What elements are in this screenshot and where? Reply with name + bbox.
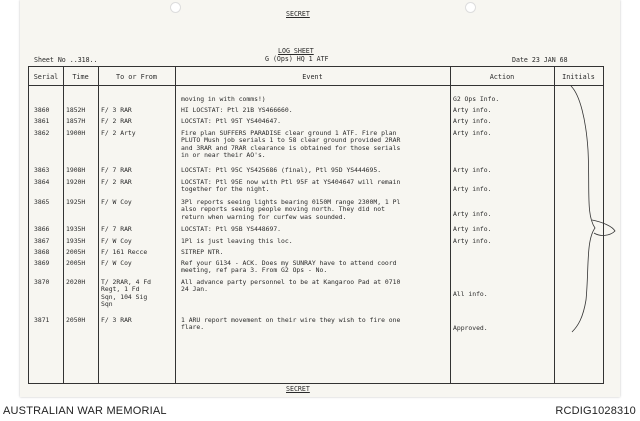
to-from-cell: F/ 2 Arty: [101, 129, 136, 137]
col-header-initials: Initials: [562, 73, 595, 81]
event-cell: Fire plan SUFFERS PARADISE clear ground 1 ATF. Fire plan PLUTO Mush job serials 1 to 58 clear ground provided 2RAR and 3RAR and 7RAR clearance is obtained for those serials in or near their AO's.: [181, 129, 401, 159]
time-cell: 1900H: [66, 129, 86, 137]
to-from-cell: F/ W Coy: [101, 259, 132, 267]
serial-cell: 3870: [34, 278, 50, 286]
to-from-cell: F/ 2 RAR: [101, 178, 132, 186]
event-cell: SITREP NTR.: [181, 248, 224, 256]
action-cell: Arty info.: [453, 117, 492, 125]
action-cell: Arty info.: [453, 185, 492, 193]
event-cell: LOCSTAT: Ptl 95C YS425686 (final), Ptl 95D YS444695.: [181, 166, 382, 174]
action-cell: All info.: [453, 290, 488, 298]
time-cell: 1908H: [66, 166, 86, 174]
col-header-to-from: To or From: [116, 73, 157, 81]
date-field: Date 23 JAN 68: [512, 56, 568, 64]
action-cell: Arty info.: [453, 210, 492, 218]
action-cell: Arty info.: [453, 129, 492, 137]
time-cell: 1857H: [66, 117, 86, 125]
sheet-no-value: 318: [77, 56, 90, 64]
col-header-time: Time: [72, 73, 89, 81]
col-header-action: Action: [489, 73, 515, 81]
serial-cell: 3864: [34, 178, 50, 186]
event-cell: 3Pl reports seeing lights bearing 0150M range 2300M, 1 Pl also reports seeing people moving north. They did not return when warning for curfew was sounded.: [181, 198, 401, 221]
event-cell: HI LOCSTAT: Ptl 21B YS466660.: [181, 106, 293, 114]
action-cell: Arty info.: [453, 106, 492, 114]
serial-cell: 3868: [34, 248, 50, 256]
secret-bottom-label: SECRET: [286, 385, 310, 393]
date-value: 23 JAN 68: [531, 56, 568, 64]
serial-cell: 3866: [34, 225, 50, 233]
handwritten-bracket-mark: [20, 0, 620, 397]
to-from-cell: F/ 3 RAR: [101, 316, 132, 324]
time-cell: 1920H: [66, 178, 86, 186]
log-sheet-page: [20, 0, 620, 397]
serial-cell: 3863: [34, 166, 50, 174]
event-cell: All advance party personnel to be at Kangaroo Pad at 0710 24 Jan.: [181, 278, 401, 294]
serial-cell: 3871: [34, 316, 50, 324]
to-from-cell: F/ 7 RAR: [101, 225, 132, 233]
to-from-cell: F/ 161 Recce: [101, 248, 148, 256]
serial-cell: 3867: [34, 237, 50, 245]
event-cell: moving in with comms!): [181, 95, 266, 103]
time-cell: 2050H: [66, 316, 86, 324]
event-cell: LOCSTAT: Ptl 95E now with Ptl 95F at YS404647 will remain together for the night.: [181, 178, 401, 194]
to-from-cell: F/ 3 RAR: [101, 106, 132, 114]
footer-record-id: RCDIG1028310: [555, 405, 636, 417]
event-cell: LOCSTAT: Ptl 95T YS404647.: [181, 117, 282, 125]
to-from-cell: T/ 2RAR, 4 Fd Regt, 1 Fd Sqn, 104 Sig Sqn: [101, 278, 152, 308]
serial-cell: 3869: [34, 259, 50, 267]
event-cell: 1 ARU report movement on their wire they wish to fire one flare.: [181, 316, 401, 332]
title-line-1: LOG SHEET: [278, 47, 314, 55]
to-from-cell: F/ 2 RAR: [101, 117, 132, 125]
serial-cell: 3865: [34, 198, 50, 206]
action-cell: Arty info.: [453, 166, 492, 174]
serial-cell: 3861: [34, 117, 50, 125]
footer-source-label: AUSTRALIAN WAR MEMORIAL: [3, 405, 167, 417]
time-cell: 1935H: [66, 237, 86, 245]
title-line-2: G (Ops) HQ 1 ATF: [265, 55, 329, 63]
to-from-cell: F/ W Coy: [101, 198, 132, 206]
action-cell: Arty info.: [453, 237, 492, 245]
col-header-event: Event: [302, 73, 323, 81]
to-from-cell: F/ 7 RAR: [101, 166, 132, 174]
action-cell: G2 Ops Info.: [453, 95, 500, 103]
time-cell: 1925H: [66, 198, 86, 206]
time-cell: 1935H: [66, 225, 86, 233]
sheet-no-label: Sheet No ..318..: [34, 56, 98, 64]
event-cell: 1Pl is just leaving this loc.: [181, 237, 293, 245]
event-cell: LOCSTAT: Ptl 95B YS448697.: [181, 225, 282, 233]
action-cell: Arty info.: [453, 225, 492, 233]
col-header-serial: Serial: [33, 73, 59, 81]
event-cell: Ref your G134 - ACK. Does my SUNRAY have to attend coord meeting, ref para 3. From G2 Ops - No.: [181, 259, 397, 275]
time-cell: 2020H: [66, 278, 86, 286]
serial-cell: 3860: [34, 106, 50, 114]
to-from-cell: F/ W Coy: [101, 237, 132, 245]
serial-cell: 3862: [34, 129, 50, 137]
time-cell: 1852H: [66, 106, 86, 114]
time-cell: 2005H: [66, 248, 86, 256]
time-cell: 2005H: [66, 259, 86, 267]
secret-top-label: SECRET: [286, 10, 310, 18]
action-cell: Approved.: [453, 324, 488, 332]
